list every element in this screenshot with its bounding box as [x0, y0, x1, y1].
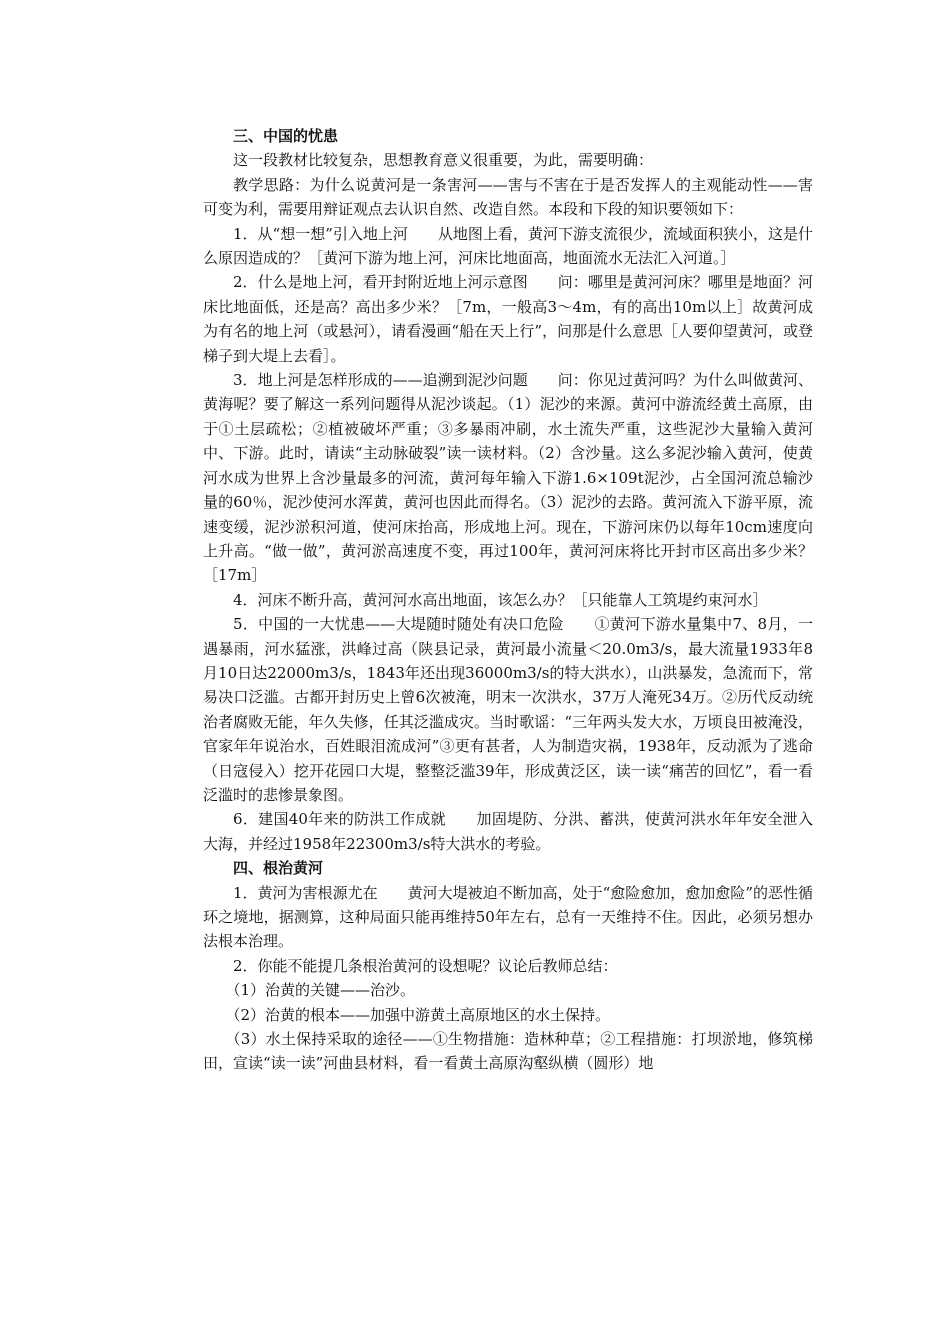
list-item-measures: （3）水土保持采取的途径——①生物措施：造林种草；②工程措施：打坝淤地，修筑梯田，宣读“读一读”河曲县材料，看一看黄土高原沟壑纵横（圆形）地: [203, 1030, 813, 1073]
section-heading-govern-yellow-river: 四、根治黄河: [233, 859, 324, 878]
paragraph-proposals: 2．你能不能提几条根治黄河的设想呢？议论后教师总结：: [233, 956, 618, 975]
paragraph-intro: 这一段教材比较复杂，思想教育意义很重要，为此，需要明确：: [233, 151, 654, 170]
paragraph-point-1: 1．从“想一想”引入地上河 从地图上看，黄河下游支流很少，流域面积狭小，这是什么原因造成的？［黄河下游为地上河，河床比地面高，地面流水无法汇入河道。］: [203, 224, 813, 268]
paragraph-teaching-approach: 教学思路：为什么说黄河是一条害河——害与不害在于是否发挥人的主观能动性——害可变为利，需要用辩证观点去认识自然、改造自然。本段和下段的知识要领如下：: [203, 175, 813, 219]
document-body: [203, 124, 813, 1076]
paragraph-root-cause: 1．黄河为害根源尤在 黄河大堤被迫不断加高，处于“愈险愈加，愈加愈险”的恶性循环之境地，据测算，这种局面只能再维持50年左右，总有一天维持不住。因此，必须另想办法根本治理。: [203, 883, 813, 951]
section-heading-china-worries: 三、中国的忧患: [233, 127, 339, 145]
list-item-key: （1）治黄的关键——治沙。: [225, 981, 416, 1000]
paragraph-point-6: 6．建国40年来的防洪工作成就 加固堤防、分洪、蓄洪，使黄河洪水年年安全泄入大海，并经过1958年22300m3/s特大洪水的考验。: [203, 810, 813, 853]
paragraph-point-5: 5．中国的一大忧患——大堤随时随处有决口危险 ①黄河下游水量集中7、8月，一遇暴雨，河水猛涨，洪峰过高（陕县记录，黄河最小流量＜20.0m3/s，最大流量1933年8月10日达22000m3/s，1843年还出现36000m3/s的特大洪水），山洪暴发，急流而下，常易决口泛滥。古都开封历史上曾6次被淹，明末一次洪水，37万人淹死34万。②历代反动统治者腐败无能，年久失修，任其泛滥成灾。当时歌谣：“三年两头发大水，万顷良田被淹没，官家年年说治水，百姓眼泪流成河”③更有甚者，人为制造灾祸，1938年，反动派为了逃命（日寇侵入）挖开花园口大堤，整整泛滥39年，形成黄泛区，读一读“痛苦的回忆”，看一看泛滥时的悲惨景象图。: [203, 615, 813, 804]
paragraph-point-4: 4．河床不断升高，黄河河水高出地面，该怎么办？［只能靠人工筑堤约束河水］: [233, 590, 768, 609]
list-item-fundamental: （2）治黄的根本——加强中游黄土高原地区的水土保持。: [225, 1005, 611, 1024]
paragraph-point-3: 3．地上河是怎样形成的——追溯到泥沙问题 问：你见过黄河吗？为什么叫做黄河、黄海呢？要了解这一系列问题得从泥沙谈起。（1）泥沙的来源。黄河中游流经黄土高原，由于①土层疏松；②植被破坏严重；③多暴雨冲刷，水土流失严重，这些泥沙大量输入黄河中、下游。此时，请读“主动脉破裂”读一读材料。（2）含沙量。这么多泥沙输入黄河，使黄河水成为世界上含沙量最多的河流，黄河每年输入下游1.6×109t泥沙，占全国河流总输沙量的60％，泥沙使河水浑黄，黄河也因此而得名。（3）泥沙的去路。黄河流入下游平原，流速变缓，泥沙淤积河道，使河床抬高，形成地上河。现在，下游河床仍以每年10cm速度向上升高。“做一做”，黄河淤高速度不变，再过100年，黄河河床将比开封市区高出多少米？［17m］: [203, 371, 813, 585]
paragraph-point-2: 2．什么是地上河，看开封附近地上河示意图 问：哪里是黄河河床？哪里是地面？河床比地面低，还是高？高出多少米？［7m，一般高3～4m，有的高出10m以上］故黄河成为有名的地上河（或悬河），请看漫画“船在天上行”，问那是什么意思［人要仰望黄河，或登梯子到大堤上去看］。: [203, 273, 813, 365]
